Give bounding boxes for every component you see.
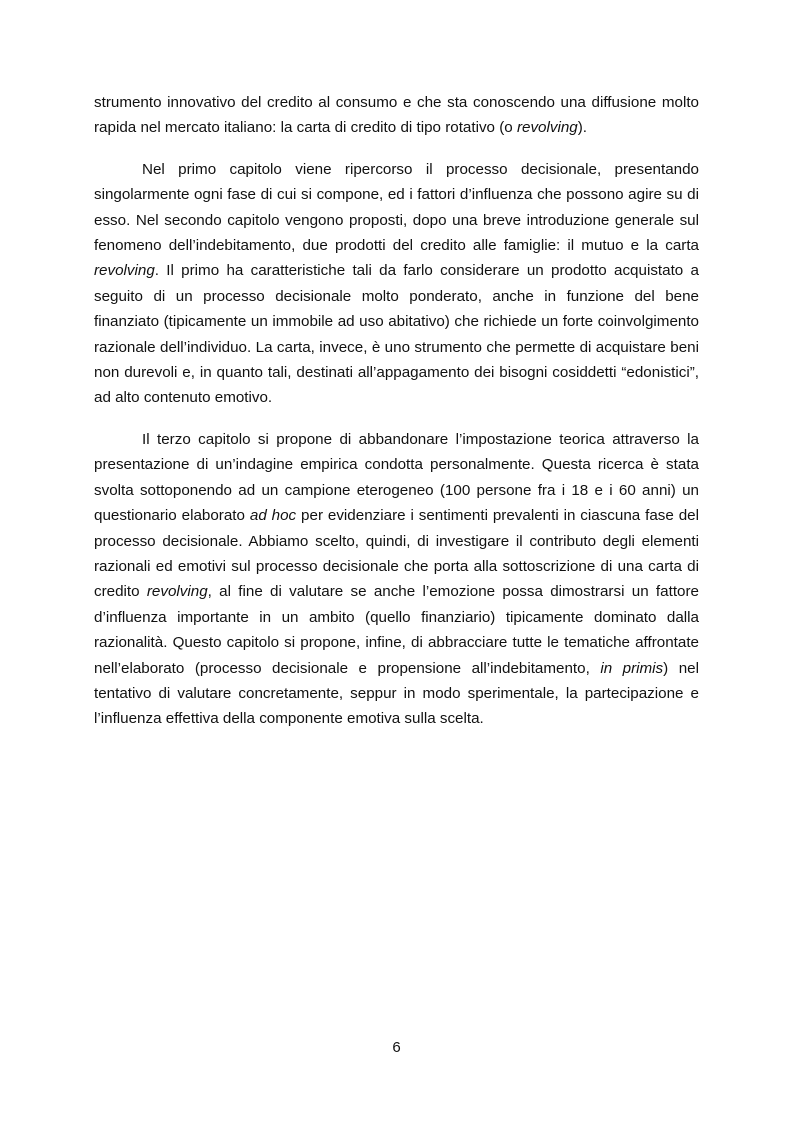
text-run: Il terzo capitolo si propone di abbandonare l’impostazione teorica attraverso la presentazione di un’indagine empirica condotta personalmente. Questa ricerca è stata svolta sottoponendo ad un campione eterogeneo (100 persone fra i 18 e i 60 anni) un questionario elaborato bbox=[94, 430, 699, 525]
text-run-italic: revolving bbox=[94, 262, 155, 280]
text-run: ) nel tentativo di valutare concretamente, seppur in modo sperimentale, la partecipazione e l’influenza effettiva della componente emotiva sulla scelta. bbox=[94, 659, 699, 728]
text-run: ). bbox=[577, 119, 587, 137]
text-run-italic: revolving bbox=[516, 119, 578, 137]
text-run: per evidenziare i sentimenti prevalenti in ciascuna fase del processo decisionale. Abbiamo scelto, quindi, di investigare il contributo degli elementi razionali ed emotivi sul processo decisionale che porta alla sottoscrizione di una carta di credito bbox=[94, 507, 700, 601]
text-run-italic: ad hoc bbox=[249, 507, 297, 525]
paragraph-2 bbox=[94, 157, 699, 411]
page-number: 6 bbox=[392, 1039, 401, 1056]
text-run: , al fine di valutare se anche l’emozione possa dimostrarsi un fattore d’influenza importante in un ambito (quello finanziario) tipicamente dominato dalla razionalità. Questo capitolo si propone, infine, di abbracciare tutte le tematiche affrontate nell’elaborato (processo decisionale e propensione all’indebitamento, bbox=[94, 583, 699, 677]
document-body bbox=[94, 90, 699, 748]
text-run: . Il primo ha caratteristiche tali da farlo considerare un prodotto acquistato a seguito di un processo decisionale molto ponderato, anche in funzione del bene finanziato (tipicamente un immobile ad uso abitativo) che richiede un forte coinvolgimento razionale dell’individuo. La carta, invece, è uno strumento che permette di acquistare beni non durevoli e, in quanto tali, destinati all’appagamento dei bisogni cosiddetti “edonistici”, ad alto contenuto emotivo. bbox=[94, 262, 699, 407]
text-run-italic: revolving bbox=[146, 583, 208, 601]
text-run-italic: in primis bbox=[600, 659, 664, 677]
paragraph-1 bbox=[94, 90, 699, 141]
text-run: strumento innovativo del credito al consumo e che sta conoscendo una diffusione molto rapida nel mercato italiano: la carta di credito di tipo rotativo (o bbox=[94, 94, 699, 137]
paragraph-3 bbox=[94, 427, 699, 732]
text-run: Nel primo capitolo viene ripercorso il processo decisionale, presentando singolarmente ogni fase di cui si compone, ed i fattori d’influenza che possono agire su di esso. Nel secondo capitolo vengono proposti, dopo una breve introduzione generale sul fenomeno dell’indebitamento, due prodotti del credito alle famiglie: il mutuo e la carta bbox=[94, 160, 699, 255]
